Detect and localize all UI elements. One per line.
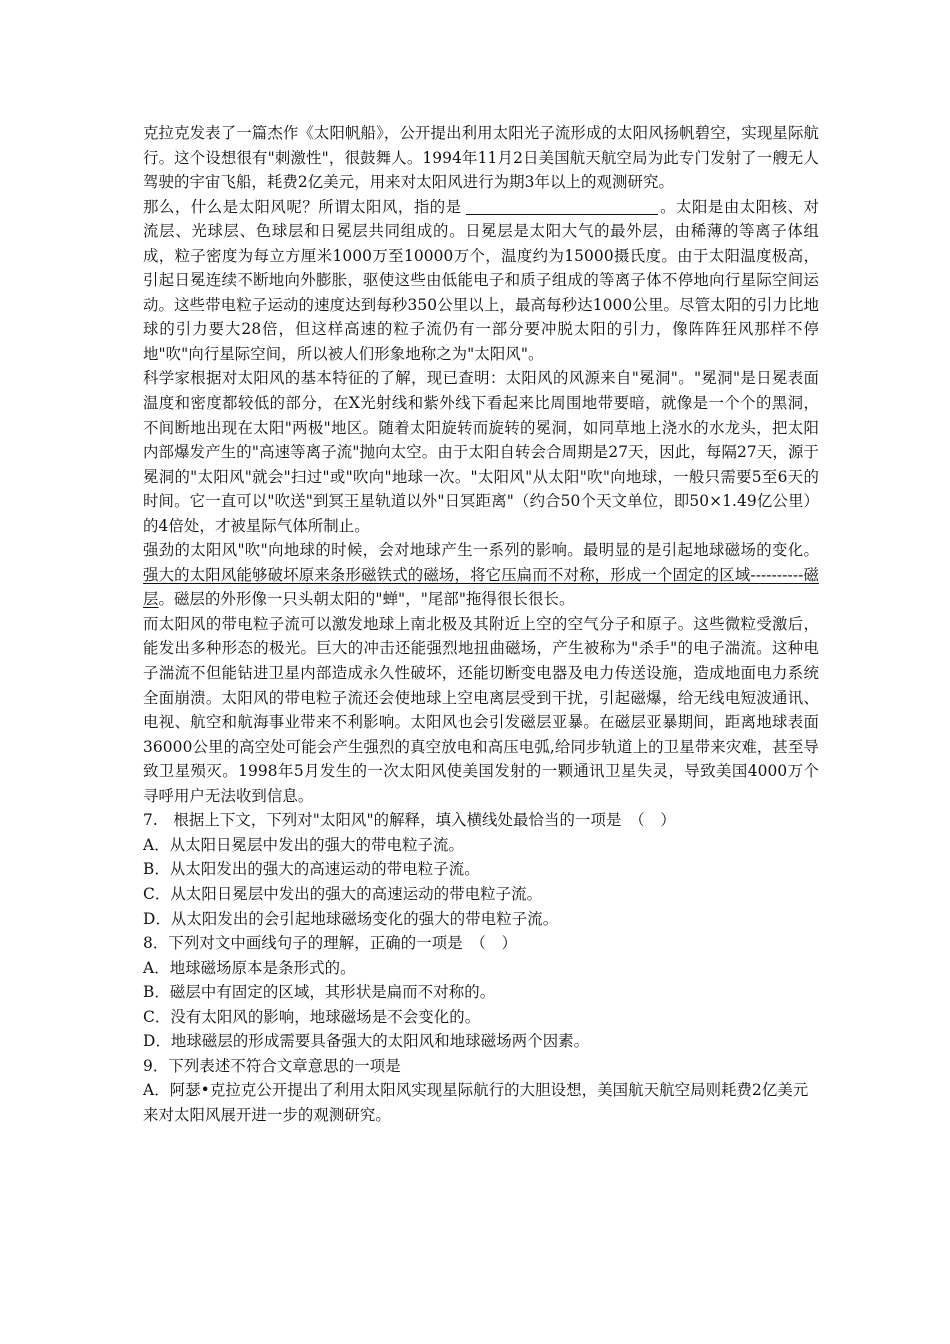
- paragraph-2-rest: 。太阳是由太阳核、对流层、光球层、色球层和日冕层共同组成的。日冕层是太阳大气的最外层，由稀薄的等离子体组成，粒子密度为每立方厘米1000万至10000万个，温度约为15000摄氏度。由于太阳温度极高，引起日冕连续不断地向外膨胀，驱使这些由低能电子和质子组成的等离子体不停地向行星际空间运动。这些带电粒子运动的速度达到每秒350公里以上，最高每秒达1000公里。尽管太阳的引力比地球的引力要大28倍，但这样高速的粒子流仍有一部分要冲脱太阳的引力，像阵阵狂风那样不停地"吹"向行星际空间，所以被人们形象地称之为"太阳风"。: [143, 197, 819, 363]
- paragraph-1: 克拉克发表了一篇杰作《太阳帆船》，公开提出利用太阳光子流形成的太阳风扬帆碧空，实现星际航行。这个设想很有"刺激性"，很鼓舞人。1994年11月2日美国航天航空局为此专门发射了一艘无人驾驶的宇宙飞船，耗费2亿美元，用来对太阳风进行为期3年以上的观测研究。: [143, 124, 819, 192]
- question-7-stem: 7. 根据上下文，下列对"太阳风"的解释，填入横线处最恰当的一项是 （ ）: [143, 811, 676, 830]
- question-8-option-c: C．没有太阳风的影响，地球磁场是不会变化的。: [143, 1007, 481, 1026]
- question-7-option-b: B．从太阳发出的强大的高速运动的带电粒子流。: [143, 860, 480, 879]
- paragraph-2: [143, 195, 819, 367]
- question-8-option-b: B．磁层中有固定的区域，其形状是扁而不对称的。: [143, 983, 496, 1002]
- paragraph-4-rest: 。磁层的外形像一只头朝太阳的"蝉"，"尾部"拖得很长很长。: [158, 590, 575, 609]
- question-7-option-d: D．从太阳发出的会引起地球磁场变化的强大的带电粒子流。: [143, 909, 559, 928]
- paragraph-5: 而太阳风的带电粒子流可以激发地球上南北极及其附近上空的空气分子和原子。这些微粒受激后，能发出多种形态的极光。巨大的冲击还能强烈地扭曲磁场，产生被称为"杀手"的电子湍流。这种电子湍流不但能钻进卫星内部造成永久性破坏，还能切断变电器及电力传送设施，造成地面电力系统全面崩溃。太阳风的带电粒子流还会使地球上空电离层受到干扰，引起磁爆，给无线电短波通讯、电视、航空和航海事业带来不利影响。太阳风也会引发磁层亚暴。在磁层亚暴期间，距离地球表面36000公里的高空处可能会产生强烈的真空放电和高压电弧,给同步轨道上的卫星带来灾难，甚至导致卫星殒灭。1998年5月发生的一次太阳风使美国发射的一颗通讯卫星失灵，导致美国4000万个寻呼用户无法收到信息。: [143, 614, 819, 805]
- fill-in-blank: [466, 199, 658, 215]
- question-8-option-a: A．地球磁场原本是条形式的。: [143, 958, 356, 977]
- paragraph-4: [143, 538, 819, 612]
- question-7-option-c: C．从太阳日冕层中发出的强大的高速运动的带电粒子流。: [143, 884, 543, 903]
- paragraph-3: 科学家根据对太阳风的基本特征的了解，现已查明：太阳风的风源来自"冕洞"。"冕洞"是日冕表面温度和密度都较低的部分，在X光射线和紫外线下看起来比周围地带要暗，就像是一个个的黑洞，不间断地出现在太阳"两极"地区。随着太阳旋转而旋转的冕洞，如同草地上浇水的水龙头，把太阳内部爆发产生的"高速等离子流"抛向太空。由于太阳自转会合周期是27天，因此，每隔27天，源于冕洞的"太阳风"就会"扫过"或"吹向"地球一次。"太阳风"从太阳"吹"向地球，一般只需要5至6天的时间。它一直可以"吹送"到冥王星轨道以外"日冥距离"（约合50个天文单位，即50×1.49亿公里）的4倍处，才被星际气体所制止。: [143, 369, 819, 535]
- document-page: [143, 121, 819, 1127]
- underlined-sentence: 强大的太阳风能够破坏原来条形磁铁式的磁场，将它压扁而不对称，形成一个固定的区域----------磁层: [143, 565, 819, 609]
- question-9-option-a: A．阿瑟•克拉克公开提出了利用太阳风实现星际航行的大胆设想，美国航天航空局则耗费2亿美元来对太阳风展开进一步的观测研究。: [143, 1081, 809, 1124]
- question-7-option-a: A．从太阳日冕层中发出的强大的带电粒子流。: [143, 835, 465, 854]
- paragraph-2-lead: 那么，什么是太阳风呢？所谓太阳风，指的是: [143, 197, 462, 216]
- question-9-stem: 9．下列表述不符合文章意思的一项是: [143, 1056, 401, 1075]
- question-8-option-d: D．地球磁层的形成需要具备强大的太阳风和地球磁场两个因素。: [143, 1032, 590, 1051]
- question-8-stem: 8．下列对文中画线句子的理解，正确的一项是 （ ）: [143, 934, 517, 953]
- paragraph-4-lead: 强劲的太阳风"吹"向地球的时候，会对地球产生一系列的影响。最明显的是引起地球磁场的变化。: [143, 541, 819, 560]
